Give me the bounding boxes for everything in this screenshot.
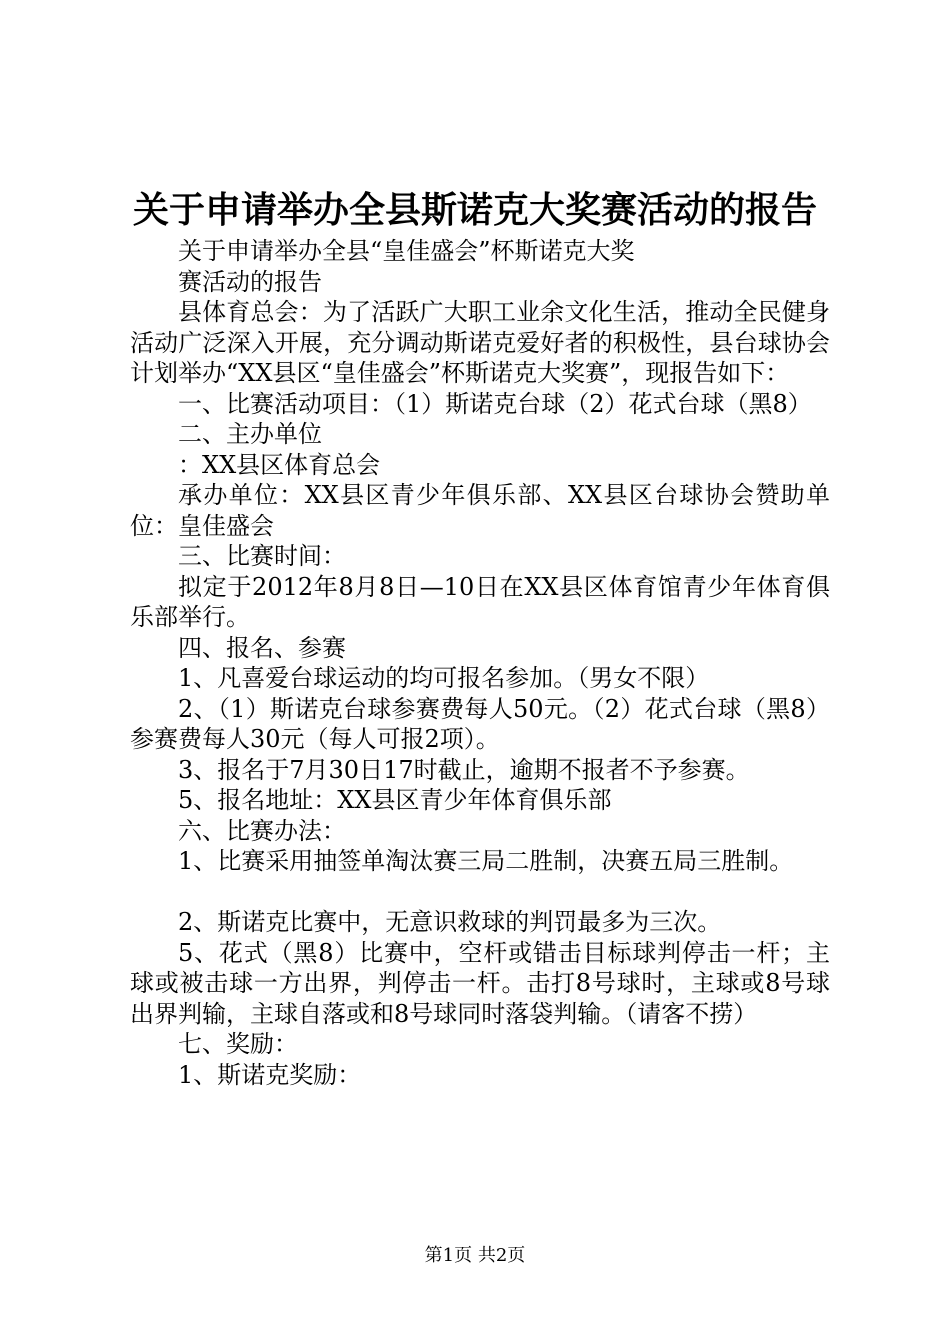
- body-paragraph: 二、主办单位: [178, 420, 322, 448]
- body-paragraph: 5、花式（黑8）比赛中，空杆或错击目标球判停击一杆；主球或被击球一方出界，判停击一杆。击打8号球时，主球或8号球出界判输，主球自落或和8号球同时落袋判输。（请客不捞）: [130, 938, 830, 1028]
- body-paragraph: 承办单位：XX县区青少年俱乐部、XX县区台球协会赞助单位：皇佳盛会: [130, 481, 830, 540]
- body-paragraph: 2、（1）斯诺克台球参赛费每人50元。（2）花式台球（黑8）参赛费每人30元（每人可报2项）。: [130, 694, 830, 753]
- body-paragraph: 拟定于2012年8月8日—10日在XX县区体育馆青少年体育俱乐部举行。: [130, 572, 830, 631]
- body-paragraph: 四、报名、参赛: [178, 633, 346, 662]
- body-paragraph: 关于申请举办全县“皇佳盛会”杯斯诺克大奖: [178, 237, 635, 265]
- body-paragraph: 赛活动的报告: [178, 267, 322, 296]
- body-paragraph: 1、凡喜爱台球运动的均可报名参加。（男女不限）: [178, 664, 710, 692]
- body-paragraph: 七、奖励：: [178, 1030, 298, 1058]
- body-paragraph: 县体育总会：为了活跃广大职工业余文化生活，推动全民健身活动广泛深入开展，充分调动斯诺克爱好者的积极性，县台球协会计划举办“XX县区“皇佳盛会”杯斯诺克大奖赛”，现报告如下：: [130, 298, 830, 387]
- body-paragraph: 5、报名地址：XX县区青少年体育俱乐部: [178, 786, 612, 814]
- body-paragraph: 2、斯诺克比赛中，无意识救球的判罚最多为三次。: [178, 908, 722, 936]
- document-title: 关于申请举办全县斯诺克大奖赛活动的报告: [132, 189, 817, 231]
- body-paragraph: 一、比赛活动项目：（1）斯诺克台球（2）花式台球（黑8）: [178, 389, 812, 418]
- page-footer: 第1页 共2页: [424, 1245, 526, 1266]
- body-paragraph: 1、比赛采用抽签单淘汰赛三局二胜制，决赛五局三胜制。: [178, 847, 794, 875]
- body-paragraph: 1、斯诺克奖励：: [178, 1060, 362, 1089]
- body-paragraph: ：XX县区体育总会: [178, 450, 381, 479]
- body-paragraph: 三、比赛时间：: [178, 542, 346, 570]
- body-paragraph: 六、比赛办法：: [178, 816, 346, 845]
- blank-line: [130, 877, 830, 908]
- body-paragraph: 3、报名于7月30日17时截止，逾期不报者不予参赛。: [178, 755, 750, 784]
- document-body: [130, 236, 830, 1090]
